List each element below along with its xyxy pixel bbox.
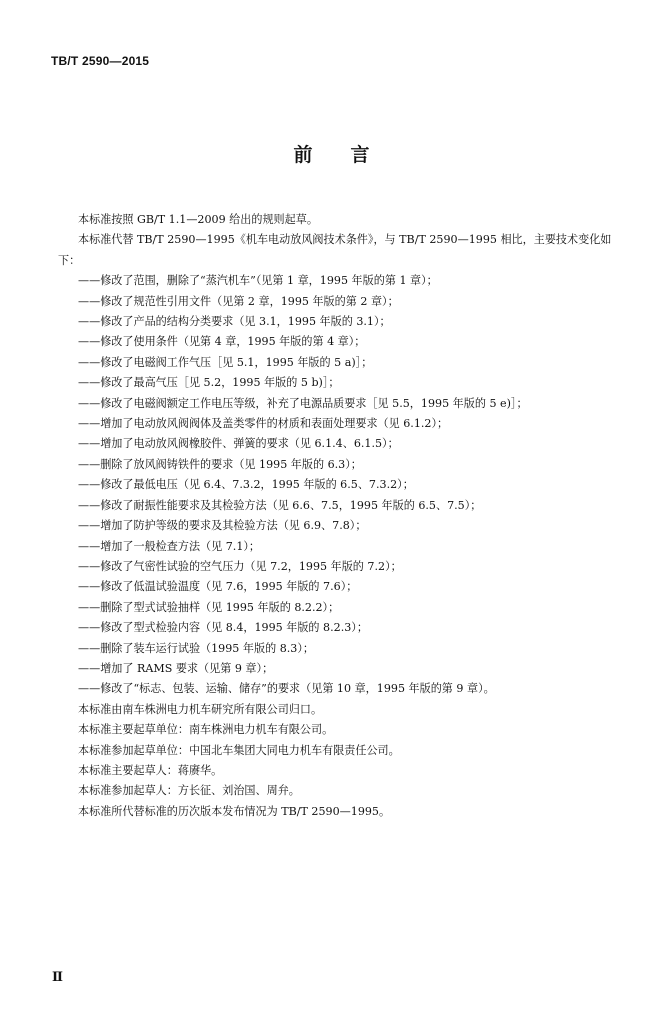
list-item: ——修改了电磁阀额定工作电压等级，补充了电源品质要求［见 5.5，1995 年版的 5 e)］； bbox=[78, 396, 528, 410]
list-item: ——修改了低温试验温度（见 7.6，1995 年版的 7.6）； bbox=[78, 580, 358, 594]
list-item: ——修改了产品的结构分类要求（见 3.1，1995 年版的 3.1）； bbox=[78, 315, 391, 329]
list-item: ——增加了电动放风阀阀体及盖类零件的材质和表面处理要求（见 6.1.2）； bbox=[78, 417, 449, 431]
intro-paragraph: 本标准代替 TB/T 2590—1995《机车电动放风阀技术条件》，与 TB/T 2590—1995 相比，主要技术变化如下： bbox=[58, 233, 612, 267]
list-item: ——修改了范围，删除了“蒸汽机车”（见第 1 章，1995 年版的第 1 章）； bbox=[78, 274, 438, 288]
intro-paragraph: 本标准按照 GB/T 1.1—2009 给出的规则起草。 bbox=[78, 213, 318, 226]
list-item: ——修改了规范性引用文件（见第 2 章，1995 年版的第 2 章）； bbox=[78, 294, 399, 308]
change-list bbox=[63, 271, 613, 700]
list-item: ——修改了型式检验内容（见 8.4，1995 年版的 8.2.3）； bbox=[78, 621, 368, 635]
list-item: ——删除了型式试验抽样（见 1995 年版的 8.2.2）； bbox=[78, 600, 340, 614]
list-item: ——修改了“标志、包装、运输、储存”的要求（见第 10 章，1995 年版的第 9 章）。 bbox=[78, 682, 495, 696]
list-item: ——增加了 RAMS 要求（见第 9 章）； bbox=[78, 661, 274, 675]
list-item: ——修改了使用条件（见第 4 章，1995 年版的第 4 章）； bbox=[78, 335, 366, 349]
closing-paragraph: 本标准主要起草单位：南车株洲电力机车有限公司。 bbox=[78, 723, 334, 737]
closing-paragraph: 本标准参加起草人：方长征、刘治国、周弁。 bbox=[78, 784, 300, 798]
page-title: 前 言 bbox=[293, 144, 370, 166]
standard-code-header: TB/T 2590—2015 bbox=[51, 54, 150, 68]
list-item: ——修改了电磁阀工作气压［见 5.1，1995 年版的 5 a)］； bbox=[78, 355, 373, 369]
list-item: ——修改了最低电压（见 6.4、7.3.2，1995 年版的 6.5、7.3.2）； bbox=[78, 478, 414, 492]
list-item: ——增加了电动放风阀橡胶件、弹簧的要求（见 6.1.4、6.1.5）； bbox=[78, 437, 399, 451]
preface-body bbox=[58, 210, 613, 822]
page-number: Ⅱ bbox=[52, 970, 63, 985]
list-item: ——修改了最高气压［见 5.2，1995 年版的 5 b)］； bbox=[78, 376, 340, 390]
list-item: ——删除了装车运行试验（1995 年版的 8.3）； bbox=[78, 641, 314, 655]
closing-paragraph: 本标准主要起草人：蒋赓华。 bbox=[78, 763, 223, 777]
closing-paragraph: 本标准由南车株洲电力机车研究所有限公司归口。 bbox=[78, 702, 323, 716]
list-item: ——删除了放风阀铸铁件的要求（见 1995 年版的 6.3）； bbox=[78, 457, 362, 471]
list-item: ——修改了气密性试验的空气压力（见 7.2，1995 年版的 7.2）； bbox=[78, 559, 402, 573]
list-item: ——增加了一般检查方法（见 7.1）； bbox=[78, 539, 261, 553]
closing-paragraph: 本标准参加起草单位：中国北车集团大同电力机车有限责任公司。 bbox=[78, 743, 400, 757]
closing-paragraph: 本标准所代替标准的历次版本发布情况为 TB/T 2590—1995。 bbox=[78, 804, 391, 818]
list-item: ——修改了耐振性能要求及其检验方法（见 6.6、7.5，1995 年版的 6.5、7.5）； bbox=[78, 498, 482, 512]
list-item: ——增加了防护等级的要求及其检验方法（见 6.9、7.8）； bbox=[78, 519, 367, 533]
